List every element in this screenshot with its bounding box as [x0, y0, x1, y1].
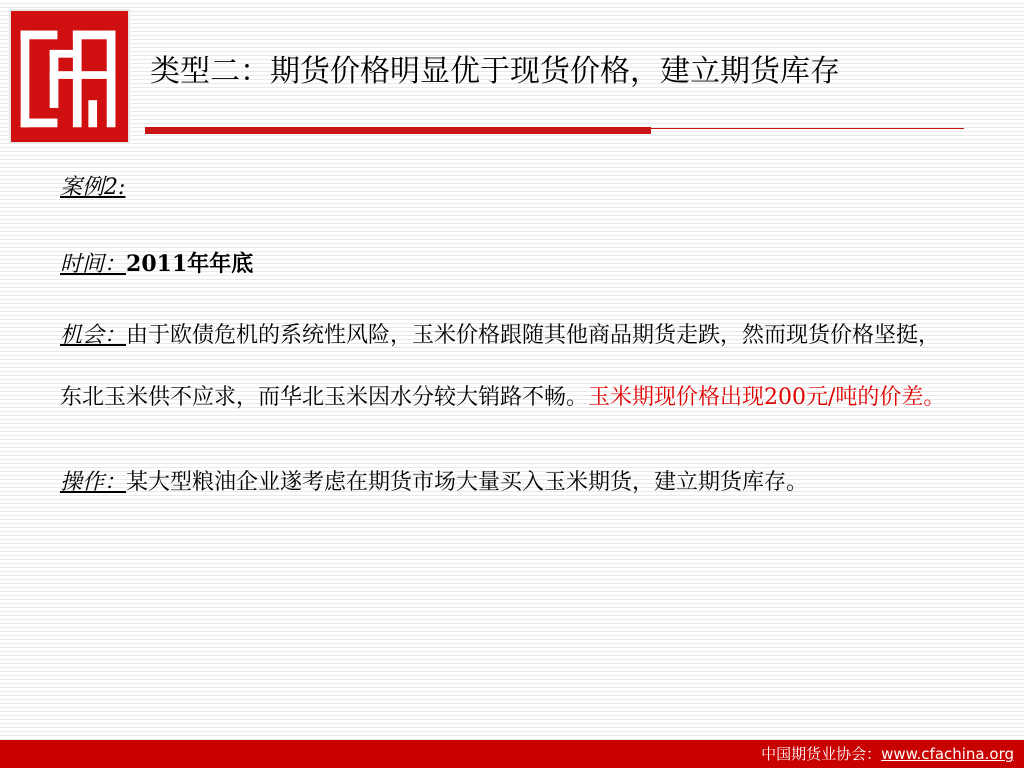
operation-paragraph: [60, 452, 955, 514]
slide-title: 类型二：期货价格明显优于现货价格，建立期货库存: [150, 54, 840, 89]
footer-url-link[interactable]: www.cfachina.org: [881, 745, 1014, 763]
case-label: 案例2:: [60, 175, 126, 200]
opportunity-label: 机会：: [60, 323, 127, 348]
case-heading: [60, 170, 955, 206]
opportunity-highlight: 玉米期现价格出现200元/吨的价差。: [588, 385, 946, 410]
footer-credit: [761, 743, 1014, 764]
opportunity-paragraph: [60, 305, 955, 429]
time-value: 2011年年底: [126, 251, 254, 277]
footer-org: 中国期货业协会：: [761, 745, 882, 763]
footer-bar: [0, 740, 1024, 768]
cfa-logo-icon: [11, 11, 128, 142]
time-label: 时间：: [60, 252, 127, 277]
title-underline-thin: [651, 128, 964, 129]
time-line: [60, 246, 955, 282]
operation-text: 某大型粮油企业遂考虑在期货市场大量买入玉米期货，建立期货库存。: [126, 470, 809, 495]
operation-label: 操作：: [60, 470, 127, 495]
slide-body: [60, 170, 955, 514]
cfa-logo: [9, 9, 130, 144]
title-underline-thick: [145, 127, 651, 134]
opportunity-text: 由于欧债危机的系统性风险，玉米价格跟随其他商品期货走跌，然而现货价格坚挺，东北玉米供不应求，而华北玉米因水分较大销路不畅。: [60, 323, 941, 410]
